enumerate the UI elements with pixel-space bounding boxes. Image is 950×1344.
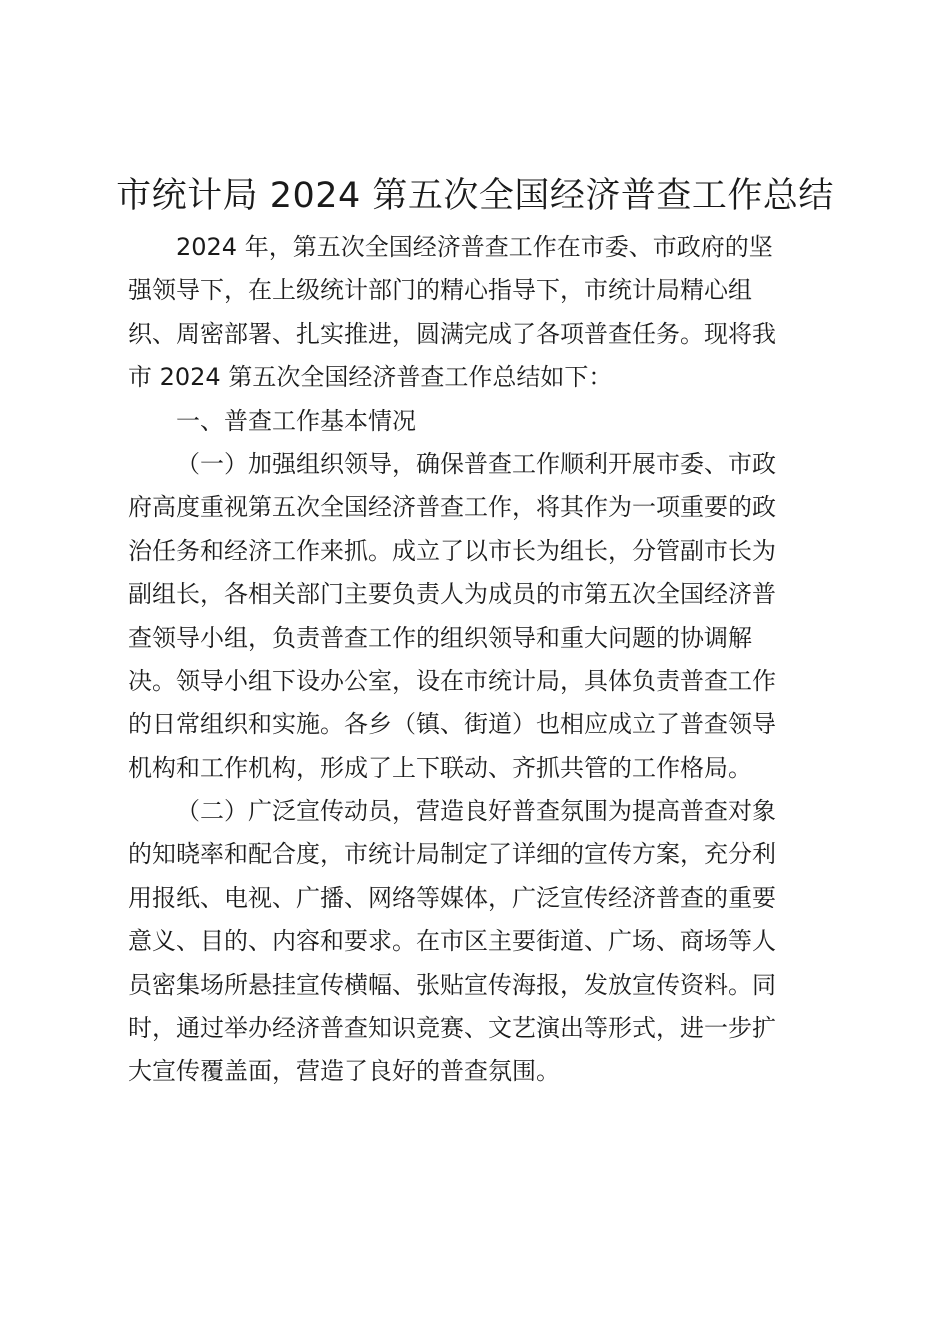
section-heading-text: 一、普查工作基本情况 [176,406,416,435]
paragraph-line: 2024 年，第五次全国经济普查工作在市委、市政府的坚 [176,233,773,261]
document-title: 市统计局 2024 第五次全国经济普查工作总结 [116,176,834,216]
paragraph-line: 府高度重视第五次全国经济普查工作，将其作为一项重要的政 [128,493,776,522]
paragraph-line: （一）加强组织领导，确保普查工作顺利开展市委、市政 [176,449,776,478]
subsection-2-paragraph [128,790,828,1094]
paragraph-line: 机构和工作机构，形成了上下联动、齐抓共管的工作格局。 [128,753,752,782]
paragraph-line: 市 2024 第五次全国经济普查工作总结如下： [128,363,613,392]
paragraph-line: 时，通过举办经济普查知识竞赛、文艺演出等形式，进一步扩 [128,1014,776,1043]
paragraph-line: 的知晓率和配合度，市统计局制定了详细的宣传方案，充分利 [128,840,776,869]
paragraph-line: 决。领导小组下设办公室，设在市统计局，具体负责普查工作 [128,666,776,695]
paragraph-line: 治任务和经济工作来抓。成立了以市长为组长，分管副市长为 [128,536,776,565]
paragraph-line: 大宣传覆盖面，营造了良好的普查氛围。 [128,1057,560,1086]
paragraph-line: （二）广泛宣传动员，营造良好普查氛围为提高普查对象 [176,797,776,826]
paragraph-line: 织、周密部署、扎实推进，圆满完成了各项普查任务。现将我 [128,319,776,348]
paragraph-line: 强领导下，在上级统计部门的精心指导下，市统计局精心组 [128,276,752,305]
section-heading-1 [128,400,828,443]
paragraph-line: 副组长，各相关部门主要负责人为成员的市第五次全国经济普 [128,580,776,609]
paragraph-line: 的日常组织和实施。各乡（镇、街道）也相应成立了普查领导 [128,710,776,739]
intro-paragraph [128,226,828,400]
document-body [128,226,828,1094]
paragraph-line: 员密集场所悬挂宣传横幅、张贴宣传海报，发放宣传资料。同 [128,970,776,999]
subsection-1-paragraph [128,443,828,790]
paragraph-line: 意义、目的、内容和要求。在市区主要街道、广场、商场等人 [128,927,776,956]
paragraph-line: 查领导小组，负责普查工作的组织领导和重大问题的协调解 [128,623,752,652]
paragraph-line: 用报纸、电视、广播、网络等媒体，广泛宣传经济普查的重要 [128,883,776,912]
